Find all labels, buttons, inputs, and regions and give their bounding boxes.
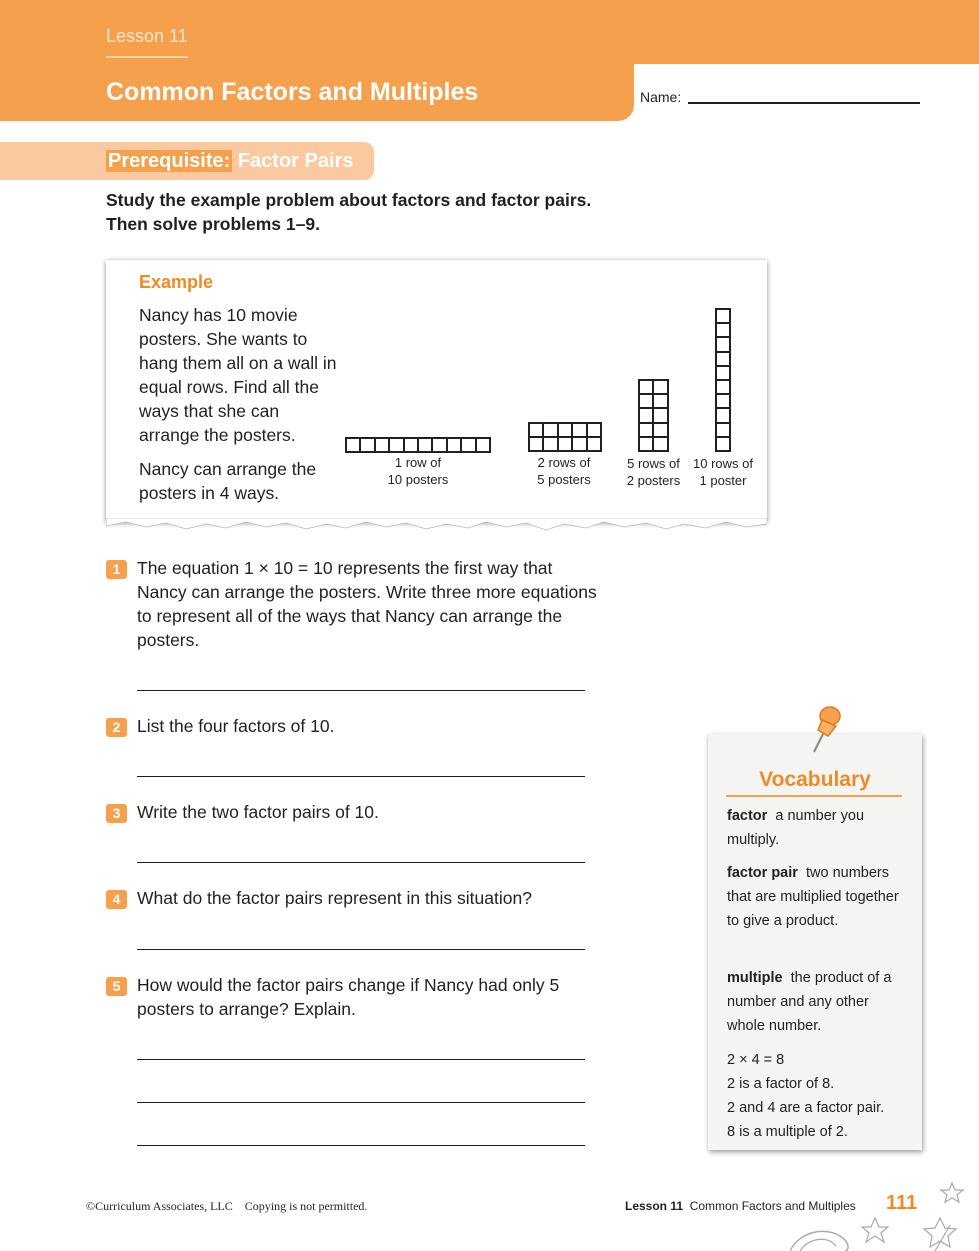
poster-cell (587, 437, 601, 451)
poster-cell (529, 437, 543, 451)
caption-line: 2 posters (626, 473, 681, 488)
pushpin-icon (800, 700, 850, 760)
array-5-by-2 (638, 379, 669, 452)
poster-cell (543, 437, 557, 451)
poster-cell (653, 437, 667, 451)
vocab-entry-multiple (727, 966, 909, 1038)
array-10-by-1 (715, 308, 731, 452)
name-field-line[interactable] (688, 102, 920, 104)
answer-line[interactable] (137, 1102, 585, 1103)
poster-cell (558, 423, 572, 437)
name-label: Name: (640, 89, 682, 105)
vocab-example-line: 2 and 4 are a factor pair. (727, 1100, 885, 1116)
problem-number-badge: 4 (106, 890, 127, 909)
answer-line[interactable] (137, 949, 585, 950)
poster-cell (653, 394, 667, 408)
problem-number-badge: 2 (106, 718, 127, 737)
page-number: 111 (886, 1192, 918, 1214)
vocabulary-title: Vocabulary (759, 768, 871, 791)
poster-cell (716, 366, 730, 380)
array-caption (368, 454, 468, 488)
vocab-examples (727, 1048, 917, 1144)
poster-cell (639, 380, 653, 394)
poster-cell (375, 438, 389, 452)
vocab-entry-factor (727, 804, 909, 852)
poster-cell (653, 380, 667, 394)
vocab-example-line: 8 is a multiple of 2. (727, 1124, 848, 1140)
page-title: Common Factors and Multiples (106, 78, 479, 106)
vocab-example-line: 2 × 4 = 8 (727, 1052, 785, 1068)
answer-line[interactable] (137, 862, 585, 863)
answer-line[interactable] (137, 1145, 585, 1146)
poster-cell (653, 408, 667, 422)
vocab-term: multiple (727, 970, 783, 986)
problem-number-badge: 5 (106, 977, 127, 996)
answer-line[interactable] (137, 776, 585, 777)
poster-cell (404, 438, 418, 452)
problem-number-badge: 1 (106, 560, 127, 579)
example-title: Example (139, 272, 214, 292)
caption-line: 10 posters (387, 472, 449, 487)
poster-cell (716, 309, 730, 323)
poster-cell (389, 438, 403, 452)
torn-edge (106, 518, 767, 532)
array-caption (620, 455, 687, 489)
caption-line: 5 posters (537, 472, 591, 487)
vocab-definition: a number you multiply. (727, 808, 865, 848)
answer-line[interactable] (137, 690, 585, 691)
poster-cell (346, 438, 360, 452)
poster-cell (418, 438, 432, 452)
poster-cell (639, 423, 653, 437)
vocab-definition: the product of a number and any other whole number. (727, 970, 892, 1034)
problem-text: List the four factors of 10. (137, 716, 335, 736)
array-caption (519, 454, 609, 488)
caption-line: 10 rows of (693, 456, 753, 471)
poster-cell (653, 423, 667, 437)
poster-cell (639, 437, 653, 451)
poster-cell (572, 423, 586, 437)
poster-cell (716, 323, 730, 337)
footer-copyright (86, 1199, 367, 1214)
poster-cell (716, 352, 730, 366)
vocab-entry-factor-pair (727, 861, 909, 933)
problem-number-badge: 3 (106, 804, 127, 823)
lesson-label: Lesson 11 (106, 26, 188, 46)
poster-cell (476, 438, 490, 452)
caption-line: 1 poster (699, 473, 747, 488)
instructions: Study the example problem about factors and factor pairs. Then solve problems 1–9. (106, 190, 592, 234)
example-answer: Nancy can arrange the posters in 4 ways. (139, 459, 317, 503)
poster-cell (716, 394, 730, 408)
caption-line: 5 rows of (627, 456, 680, 471)
footer-lesson-title: Common Factors and Multiples (689, 1199, 856, 1213)
poster-cell (639, 408, 653, 422)
poster-cell (716, 437, 730, 451)
poster-cell (572, 437, 586, 451)
poster-cell (716, 337, 730, 351)
poster-cell (447, 438, 461, 452)
vocabulary-card (708, 734, 922, 1150)
array-1-by-10 (345, 437, 491, 453)
prerequisite-heading (106, 150, 353, 173)
problem-text: What do the factor pairs represent in this situation? (137, 888, 532, 908)
prerequisite-label: Prerequisite: (108, 150, 231, 172)
copyright-text: ©Curriculum Associates, LLC (86, 1199, 233, 1213)
caption-line: 1 row of (394, 455, 442, 470)
copying-notice: Copying is not permitted. (244, 1199, 368, 1213)
vocab-term: factor (727, 808, 768, 824)
footer-lesson-label: Lesson 11 (625, 1199, 684, 1213)
vocab-definition: two numbers that are multiplied together to give a product. (727, 865, 899, 929)
poster-cell (639, 394, 653, 408)
problem-text: Write the two factor pairs of 10. (137, 802, 379, 822)
array-caption (688, 455, 758, 489)
poster-cell (716, 408, 730, 422)
example-problem: Nancy has 10 movie posters. She wants to hang them all on a wall in equal rows. Find all the ways that she can arrange the posters. (139, 305, 337, 445)
vocab-term: factor pair (727, 865, 798, 881)
poster-cell (432, 438, 446, 452)
poster-cell (543, 423, 557, 437)
vocabulary-rule (726, 795, 902, 797)
poster-cell (716, 423, 730, 437)
problem-text: How would the factor pairs change if Nancy had only 5 posters to arrange? Explain. (137, 975, 560, 1019)
poster-cell (558, 437, 572, 451)
poster-cell (716, 380, 730, 394)
problem-text: The equation 1 × 10 = 10 represents the first way that Nancy can arrange the posters. Write three more equations to represent all of the ways that Nancy can arrange the posters. (137, 558, 597, 650)
star-decoration-icon (790, 1180, 979, 1251)
caption-line: 2 rows of (537, 455, 591, 470)
poster-cell (461, 438, 475, 452)
vocab-example-line: 2 is a factor of 8. (727, 1076, 835, 1092)
lesson-rule (106, 56, 188, 58)
poster-cell (529, 423, 543, 437)
array-2-by-5 (528, 422, 602, 452)
prerequisite-topic: Factor Pairs (237, 150, 354, 172)
answer-line[interactable] (137, 1059, 585, 1060)
poster-cell (360, 438, 374, 452)
poster-cell (587, 423, 601, 437)
